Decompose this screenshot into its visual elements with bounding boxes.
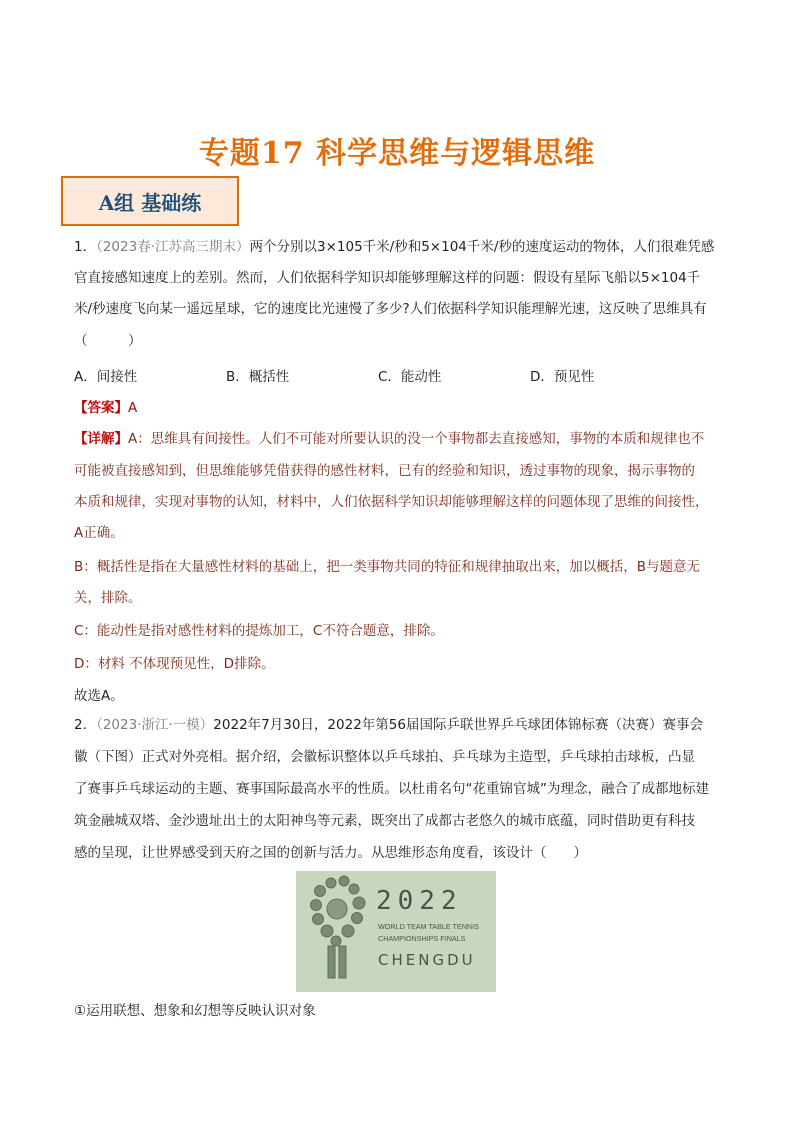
q2-number: 2． <box>74 717 97 733</box>
q1-line-2: 官直接感知速度上的差别。然而，人们依据科学知识却能够理解这样的问题：假设有星际飞船以5×104千 <box>74 270 701 286</box>
page-title: 专题17 科学思维与逻辑思维 <box>198 136 596 171</box>
q2-text-1: 2022年7月30日，2022年第56届国际乒联世界乒乓球团体锦标赛（决赛）赛事会 <box>213 717 703 733</box>
q2-line-1 <box>74 715 703 735</box>
q1-option-a: A．间接性 <box>74 369 138 385</box>
emblem-year: 2022 <box>376 886 463 916</box>
q1-detail-line-2: 可能被直接感知到，但思维能够凭借获得的感性材料，已有的经验和知识，透过事物的现象，揭示事物的 <box>74 463 695 479</box>
emblem-handle-right <box>339 946 346 978</box>
q2-line-3: 了赛事乒乓球运动的主题、赛事国际最高水平的性质。以杜甫名句“花重锦官城”为理念，融合了成都地标建 <box>74 781 709 797</box>
emblem-petal <box>339 876 349 886</box>
q1-line-1 <box>74 237 714 257</box>
emblem-petal <box>315 886 326 897</box>
answer-value: A <box>128 400 138 416</box>
q1-detail-line-6: 关，排除。 <box>74 590 142 606</box>
q2-line-4: 筑金融城双塔、金沙遗址出土的太阳神鸟等元素，既突出了成都古老悠久的城市底蕴，同时借助更有科技 <box>74 813 695 829</box>
emblem-petal <box>353 897 365 909</box>
q1-options <box>74 367 594 387</box>
q1-line-3: 米/秒速度飞向某一遥远星球，它的速度比光速慢了多少?人们依据科学知识能理解光速，这反映了思维具有 <box>74 301 707 317</box>
q1-option-d: D．预见性 <box>530 369 595 385</box>
emblem-petal <box>342 925 354 937</box>
group-label: A组 基础练 <box>61 176 239 226</box>
q1-detail-line-5: B：概括性是指在大量感性材料的基础上，把一类事物共同的特征和规律抽取出来，加以概括，B与题意无 <box>74 559 701 575</box>
emblem-line-1: WORLD TEAM TABLE TENNIS <box>378 922 479 931</box>
q2-line-5: 感的呈现，让世界感受到天府之国的创新与活力。从思维形态角度看，该设计（ ） <box>74 845 587 861</box>
q1-text-1: 两个分别以3×105千米/秒和5×104千米/秒的速度运动的物体，人们很难凭感 <box>249 239 715 255</box>
emblem-petal <box>349 884 359 894</box>
q1-number: 1． <box>74 239 97 255</box>
detail-label: 【详解】 <box>74 431 128 447</box>
q1-answer <box>74 398 137 418</box>
q1-detail-line-3: 本质和规律，实现对事物的认知，材料中，人们依据科学知识却能够理解这样的问题体现了思维的间接性， <box>74 494 709 510</box>
q2-source: （2023·浙江·一模） <box>96 717 214 733</box>
emblem-handle-left <box>328 946 335 978</box>
emblem-center <box>327 899 347 919</box>
paddle-flower-icon <box>311 876 366 978</box>
emblem-petal <box>331 936 341 946</box>
q1-conclusion: 故选A。 <box>74 688 124 704</box>
q1-option-c: C．能动性 <box>378 369 442 385</box>
emblem-city: CHENGDU <box>378 951 476 969</box>
emblem-line-2: CHAMPIONSHIPS FINALS <box>378 934 466 943</box>
q1-detail-line-8: D：材料 不体现预见性，D排除。 <box>74 656 275 672</box>
emblem-petal <box>313 914 324 925</box>
q1-detail-line-7: C：能动性是指对感性材料的提炼加工，C不符合题意，排除。 <box>74 623 444 639</box>
q1-detail-line-4: A正确。 <box>74 525 124 541</box>
q2-item-1: ①运用联想、想象和幻想等反映认识对象 <box>74 1003 316 1019</box>
q1-option-b: B．概括性 <box>226 369 290 385</box>
q1-detail-text-1: A：思维具有间接性。人们不可能对所要认识的没一个事物都去直接感知，事物的本质和规律也不 <box>128 431 705 447</box>
answer-label: 【答案】 <box>74 400 128 416</box>
emblem-petal <box>321 925 333 937</box>
q1-source: （2023春·江苏高三期末） <box>96 239 250 255</box>
championship-emblem-image <box>296 871 496 992</box>
emblem-svg <box>296 871 496 992</box>
emblem-petal <box>352 913 363 924</box>
emblem-petal <box>311 900 322 911</box>
q2-line-2: 徽（下图）正式对外亮相。据介绍，会徽标识整体以乒乓球拍、乒乓球为主造型，乒乓球拍击球板，凸显 <box>74 749 695 765</box>
q1-line-4: （ ） <box>74 333 142 349</box>
q1-detail-line-1 <box>74 429 704 449</box>
emblem-petal <box>326 878 336 888</box>
